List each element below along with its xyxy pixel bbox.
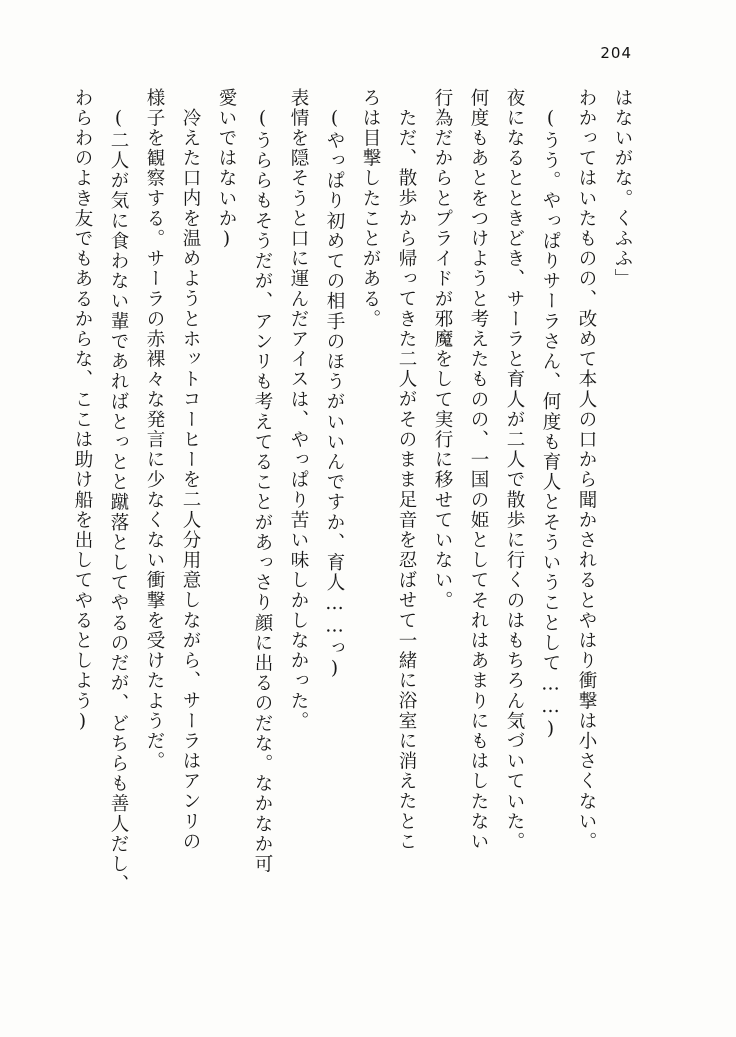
text-column: (うららもそうだが、アンリも考えてることがあっさり顔に出るのだな。なかなか可 [252,108,273,875]
text-column: 愛いではないか) [216,88,237,252]
text-column: わらわのよき友でもあるからな、ここは助け船を出してやるとしよう) [72,88,93,734]
page-text-body [72,88,640,968]
text-column: (やっぱり初めての相手のほうがいいんですか、育人……っ) [324,108,345,681]
text-column: 冷えた口内を温めようとホットコーヒーを二人分用意しながら、サーラはアンリの [180,108,201,852]
text-column: ただ、散歩から帰ってきた二人がそのまま足音を忍ばせて一緒に浴室に消えたとこ [396,108,417,852]
text-column: はないがな。くふふ」 [612,88,633,289]
text-column: 行為だからとプライドが邪魔をして実行に移せていない。 [432,88,453,611]
page-number: 204 [600,44,632,62]
text-column: (二人が気に食わない輩であればとっとと蹴落としてやるのだが、どちらも善人だし、 [108,108,129,895]
text-column: 夜になるとときどき、サーラと育人が二人で散歩に行くのはもちろん気づいていた。 [504,88,525,852]
text-column: 様子を観察する。サーラの赤裸々な発言に少なくない衝撃を受けたようだ。 [144,88,165,772]
text-column: (うう。やっぱりサーラさん、何度も育人とそういうことして……) [540,108,561,742]
text-column: ろは目撃したことがある。 [360,88,381,330]
text-column: 何度もあとをつけようと考えたものの、一国の姫としてそれはあまりにもはしたない [468,88,489,852]
text-column: わかってはいたものの、改めて本人の口から聞かされるとやはり衝撃は小さくない。 [576,88,597,852]
text-column: 表情を隠そうと口に運んだアイスは、やっぱり苦い味しかしなかった。 [288,88,309,732]
